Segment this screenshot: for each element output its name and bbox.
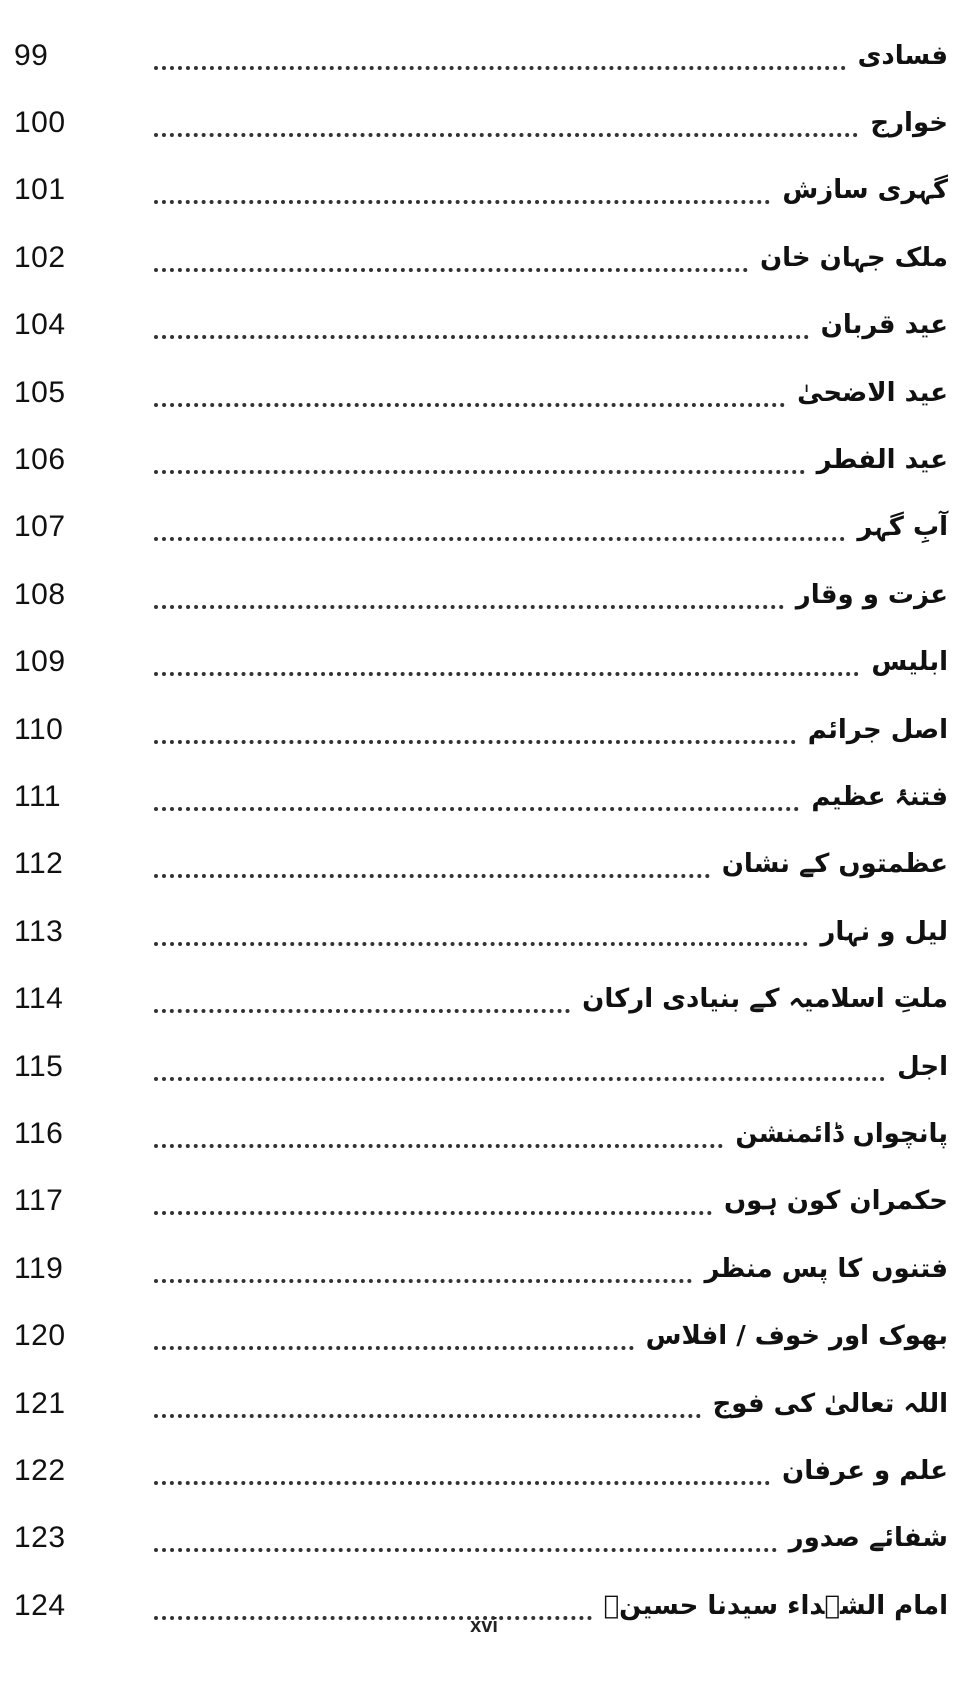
dot-leader <box>154 672 859 676</box>
entry-title: خوارج <box>870 108 948 139</box>
page-number: 114 <box>14 982 64 1016</box>
entry-title: آبِ گہر <box>857 512 948 543</box>
dot-leader <box>154 1279 692 1283</box>
toc-entry <box>0 1168 968 1235</box>
page-number: 122 <box>14 1453 66 1487</box>
dot-leader <box>154 605 784 609</box>
dot-leader <box>154 1077 885 1081</box>
entry-title: فسادی <box>857 40 948 71</box>
page-number: 120 <box>14 1319 66 1353</box>
entry-title: گہری سازش <box>782 175 948 206</box>
entry-title: پانچواں ڈائمنشن <box>735 1118 948 1149</box>
toc-entry <box>0 359 968 426</box>
entry-title: لیل و نہار <box>820 916 948 947</box>
entry-title: فتنوں کا پس منظر <box>704 1253 948 1284</box>
dot-leader <box>154 1481 770 1485</box>
dot-leader <box>154 1009 570 1013</box>
page-number: 112 <box>14 847 64 881</box>
page-number: 106 <box>14 443 66 477</box>
toc-entry <box>0 292 968 359</box>
dot-leader <box>154 403 785 407</box>
dot-leader <box>154 335 809 339</box>
dot-leader <box>154 470 805 474</box>
page-number: 121 <box>14 1386 66 1420</box>
dot-leader <box>154 66 846 70</box>
toc-entry <box>0 965 968 1032</box>
dot-leader <box>154 1414 701 1418</box>
page-number: 105 <box>14 375 66 409</box>
dot-leader <box>154 268 748 272</box>
entry-title: ملک جہان خان <box>759 242 948 273</box>
dot-leader <box>154 874 710 878</box>
page-number: 99 <box>14 38 49 72</box>
toc-entry <box>0 1370 968 1437</box>
toc-entry <box>0 1235 968 1302</box>
toc-entry <box>0 89 968 156</box>
toc-entry <box>0 1100 968 1167</box>
page-number: 115 <box>14 1049 64 1083</box>
entry-title: شفائے صدور <box>788 1523 948 1554</box>
dot-leader <box>154 740 796 744</box>
table-of-contents <box>0 22 968 1639</box>
page-number: 102 <box>14 240 66 274</box>
entry-title: علم و عرفان <box>782 1455 948 1486</box>
dot-leader <box>154 133 858 137</box>
dot-leader <box>154 537 845 541</box>
dot-leader <box>154 200 770 204</box>
dot-leader <box>154 942 808 946</box>
page-number: 101 <box>14 173 66 207</box>
entry-title: حکمران کون ہوں <box>723 1186 948 1217</box>
entry-title: عظمتوں کے نشان <box>721 849 948 880</box>
dot-leader <box>154 1548 777 1552</box>
dot-leader <box>154 1144 723 1148</box>
dot-leader <box>154 1211 712 1215</box>
toc-entry <box>0 426 968 493</box>
entry-title: اجل <box>897 1051 948 1082</box>
toc-entry <box>0 1437 968 1504</box>
entry-title: عید الاضحیٰ <box>797 377 948 408</box>
entry-title: عزت و وقار <box>795 579 948 610</box>
toc-entry <box>0 22 968 89</box>
toc-entry <box>0 224 968 291</box>
entry-title: ملتِ اسلامیہ کے بنیادی ارکان <box>582 984 948 1015</box>
toc-entry <box>0 561 968 628</box>
page-number: 100 <box>14 106 66 140</box>
entry-title: عید قربان <box>820 310 948 341</box>
page-number: 119 <box>14 1251 64 1285</box>
toc-entry <box>0 1302 968 1369</box>
footer-page-number: xvi <box>470 1615 498 1637</box>
toc-entry <box>0 763 968 830</box>
toc-entry <box>0 898 968 965</box>
entry-title: بھوک اور خوف / افلاس <box>645 1321 948 1352</box>
dot-leader <box>154 807 799 811</box>
page-number: 117 <box>14 1184 64 1218</box>
page-number: 124 <box>14 1588 66 1622</box>
entry-title: عید الفطر <box>816 445 948 476</box>
page-number: 104 <box>14 308 66 342</box>
page-number: 111 <box>14 779 62 813</box>
entry-title: ابلیس <box>871 647 948 678</box>
page-number: 107 <box>14 510 66 544</box>
toc-entry <box>0 831 968 898</box>
toc-entry <box>0 696 968 763</box>
page-number: 123 <box>14 1521 66 1555</box>
page-number: 116 <box>14 1116 64 1150</box>
toc-entry <box>0 494 968 561</box>
toc-entry <box>0 1505 968 1572</box>
page-number: 109 <box>14 645 66 679</box>
entry-title: اللہ تعالیٰ کی فوج <box>712 1388 948 1419</box>
page-number: 113 <box>14 914 64 948</box>
toc-entry <box>0 629 968 696</box>
page-number: 108 <box>14 577 66 611</box>
entry-title: فتنۂ عظیم <box>811 781 948 812</box>
entry-title: اصل جرائم <box>807 714 948 745</box>
toc-entry <box>0 1033 968 1100</box>
toc-entry <box>0 157 968 224</box>
page-number: 110 <box>14 712 64 746</box>
entry-title: امام الشہداء سیدنا حسینؓ <box>603 1590 948 1621</box>
dot-leader <box>154 1346 634 1350</box>
